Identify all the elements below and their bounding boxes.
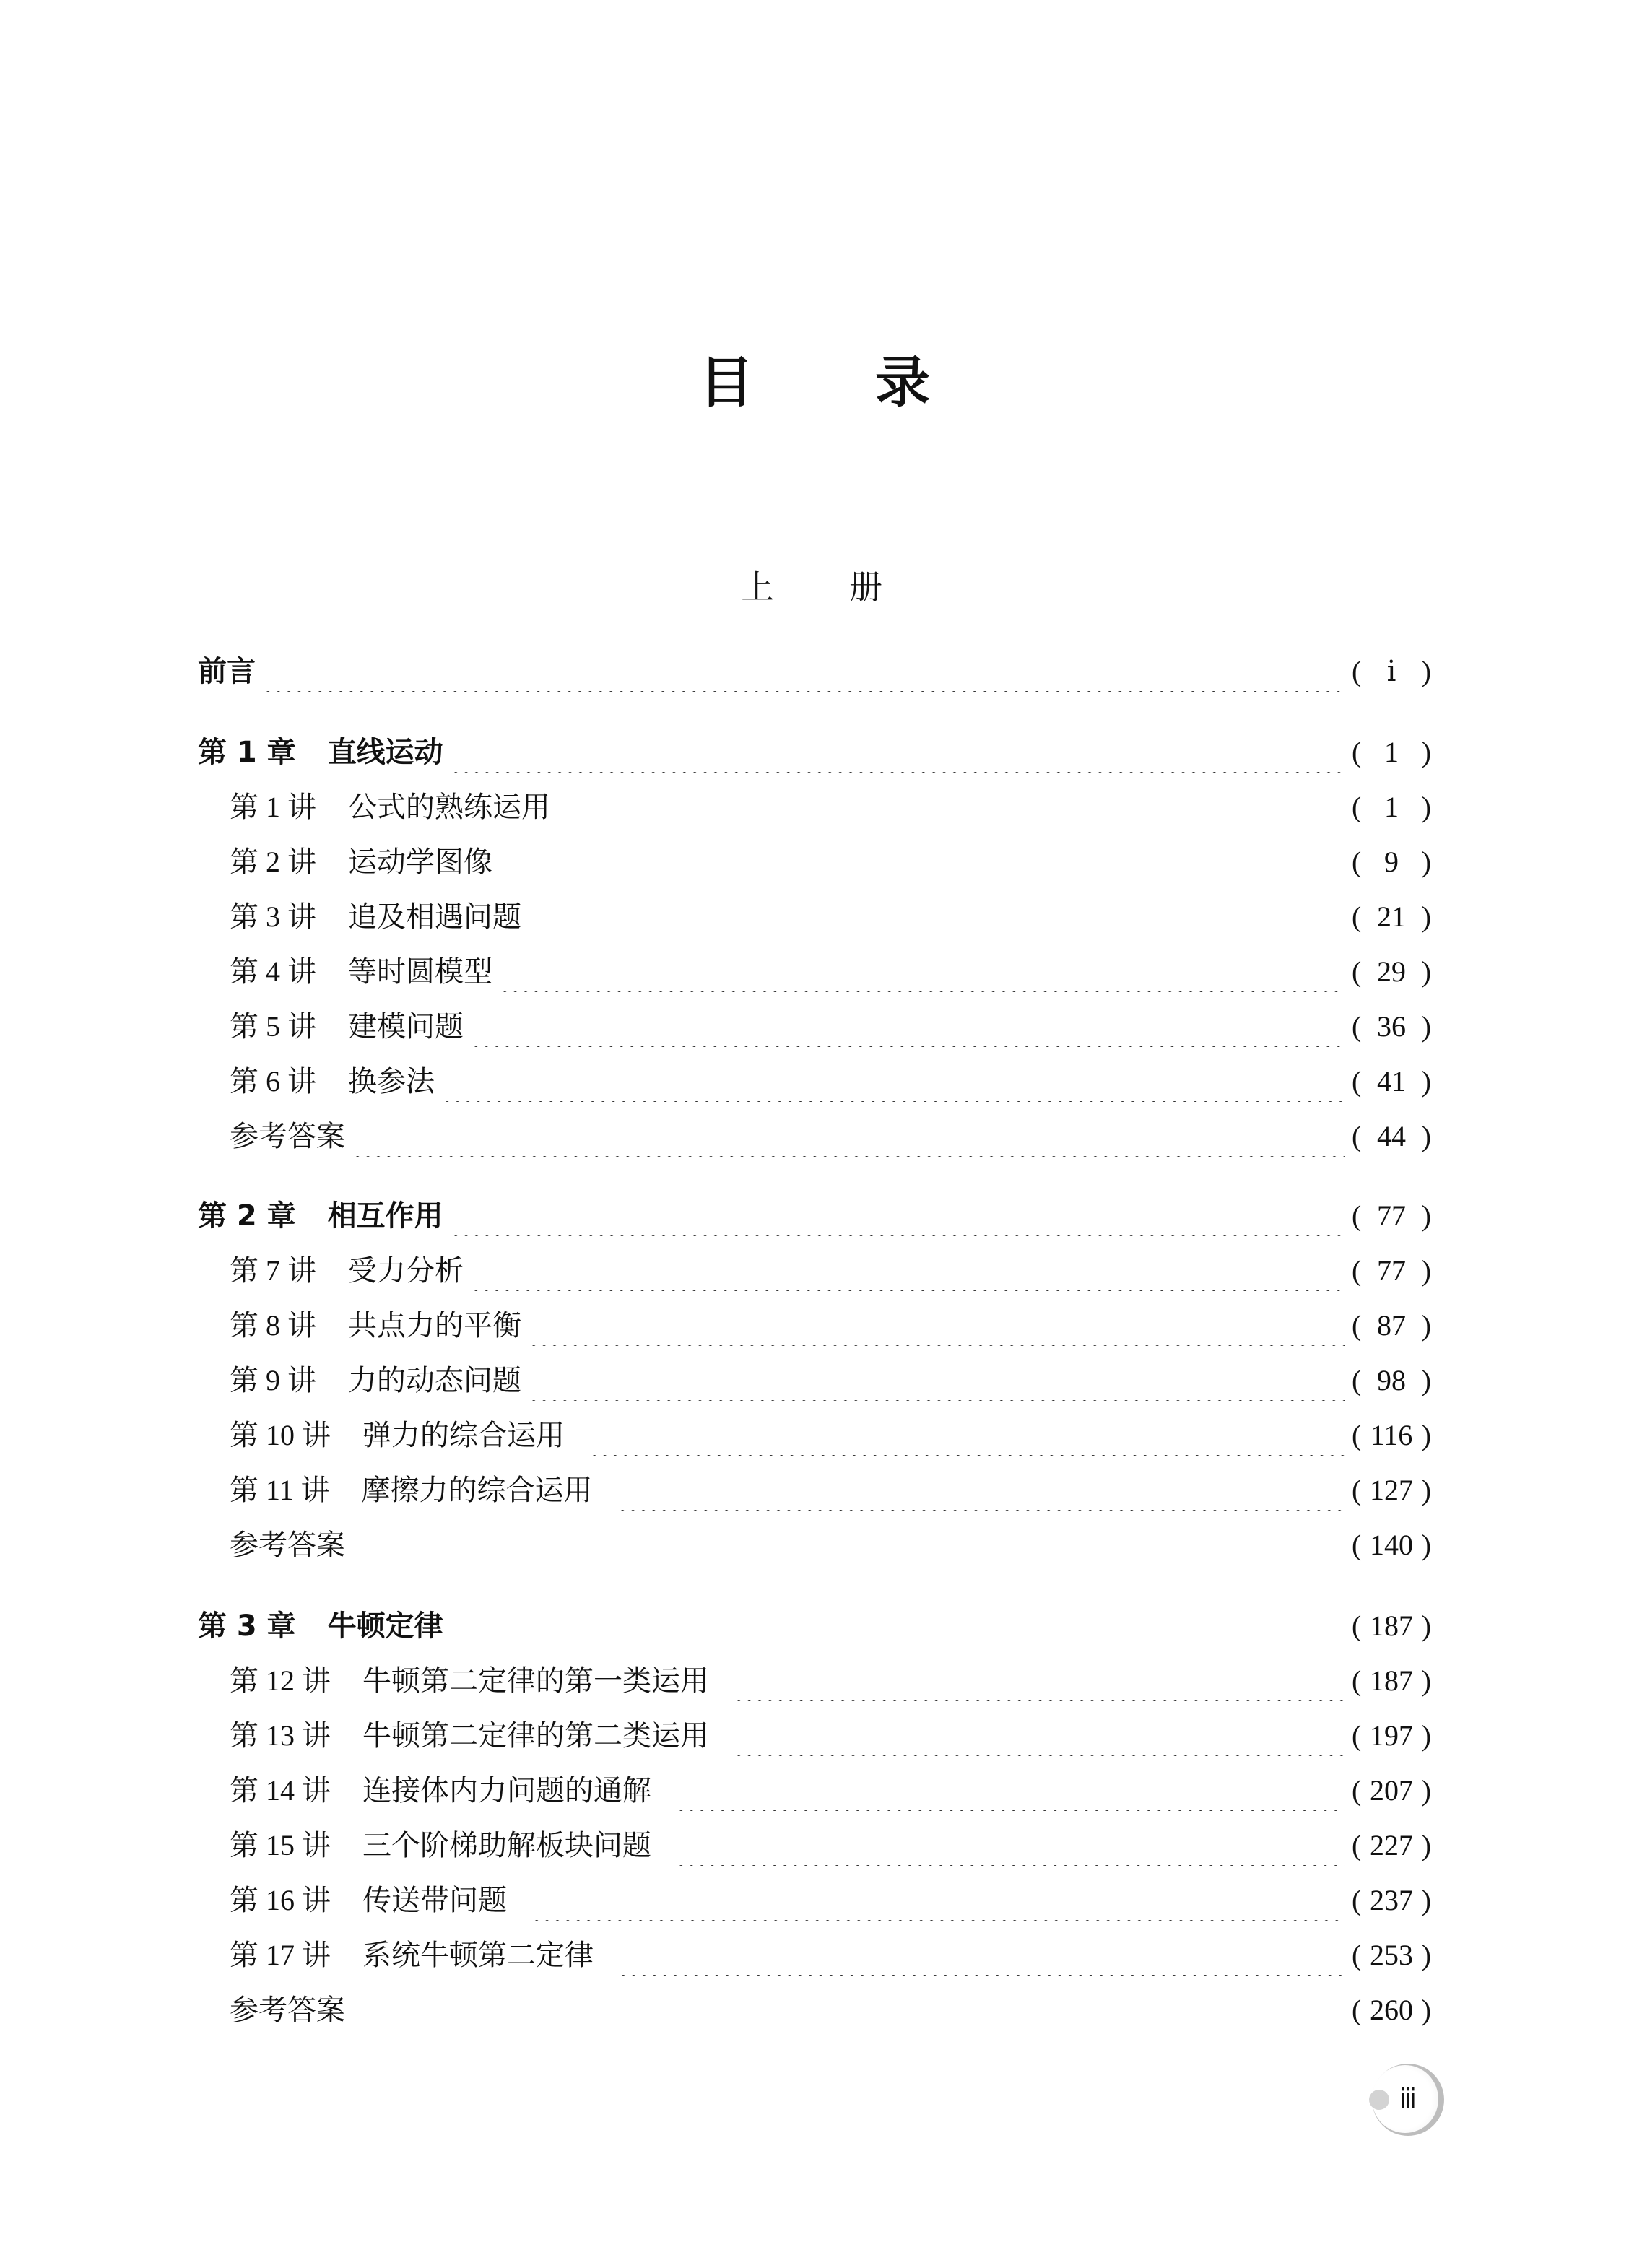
dot-leader bbox=[451, 1606, 1345, 1646]
chapter-number: 第 1 章 bbox=[198, 736, 296, 769]
lecture-number: 第 13 讲 bbox=[230, 1719, 331, 1752]
dot-leader bbox=[734, 1716, 1345, 1756]
dot-leader bbox=[263, 651, 1345, 692]
toc-entry-lecture-12[interactable] bbox=[198, 1661, 1431, 1701]
lecture-number: 第 14 讲 bbox=[230, 1774, 331, 1807]
lecture-title: 传送带问题 bbox=[362, 1884, 507, 1916]
toc-entry-lecture-11[interactable] bbox=[198, 1470, 1431, 1511]
lecture-number: 第 17 讲 bbox=[230, 1939, 331, 1971]
chapter-title: 牛顿定律 bbox=[327, 1609, 443, 1643]
page-number: ( 9 ) bbox=[1352, 846, 1431, 878]
toc-entry-answers-chapter-2[interactable] bbox=[198, 1525, 1431, 1565]
entry-title: 前言 bbox=[198, 655, 256, 688]
page-number: ( 77 ) bbox=[1352, 1199, 1431, 1232]
page-number: ( 207 ) bbox=[1352, 1774, 1431, 1807]
toc-entry-lecture-16[interactable] bbox=[198, 1880, 1431, 1921]
lecture-number: 第 15 讲 bbox=[230, 1829, 331, 1861]
toc-entry-chapter-1[interactable] bbox=[198, 732, 1431, 773]
lecture-title: 摩擦力的综合运用 bbox=[361, 1474, 593, 1506]
page-number: ( 29 ) bbox=[1352, 955, 1431, 988]
page-number: ( 77 ) bbox=[1352, 1254, 1431, 1287]
page-number-badge bbox=[1372, 2064, 1444, 2136]
page-number: ( 187 ) bbox=[1352, 1664, 1431, 1697]
dot-leader bbox=[557, 787, 1345, 827]
lecture-number: 第 9 讲 bbox=[230, 1364, 316, 1396]
answers-title: 参考答案 bbox=[230, 1120, 345, 1152]
dot-leader bbox=[451, 1196, 1345, 1236]
dot-leader bbox=[529, 1360, 1345, 1401]
dot-leader bbox=[471, 1007, 1345, 1047]
lecture-number: 第 2 讲 bbox=[230, 846, 316, 878]
page-number: ( 140 ) bbox=[1352, 1529, 1431, 1561]
page-number: ( 44 ) bbox=[1352, 1120, 1431, 1152]
lecture-number: 第 10 讲 bbox=[230, 1419, 331, 1451]
toc-entry-lecture-13[interactable] bbox=[198, 1716, 1431, 1756]
dot-leader bbox=[589, 1415, 1345, 1456]
dot-leader bbox=[531, 1880, 1345, 1921]
dot-leader bbox=[676, 1770, 1345, 1811]
lecture-title: 追及相遇问题 bbox=[348, 900, 521, 933]
dot-leader bbox=[352, 1990, 1345, 2030]
dot-leader bbox=[451, 732, 1345, 773]
toc-entry-answers-chapter-1[interactable] bbox=[198, 1116, 1431, 1157]
lecture-number: 第 1 讲 bbox=[230, 791, 316, 823]
lecture-title: 弹力的综合运用 bbox=[362, 1419, 565, 1451]
page-number: ( 1 ) bbox=[1352, 791, 1431, 823]
lecture-title: 建模问题 bbox=[348, 1010, 464, 1043]
volume-heading bbox=[0, 566, 1629, 609]
dot-leader bbox=[352, 1116, 1345, 1157]
lecture-title: 共点力的平衡 bbox=[348, 1309, 521, 1342]
lecture-number: 第 7 讲 bbox=[230, 1254, 316, 1287]
lecture-number: 第 16 讲 bbox=[230, 1884, 331, 1916]
lecture-title: 公式的熟练运用 bbox=[348, 791, 550, 823]
page-number: ( 127 ) bbox=[1352, 1474, 1431, 1506]
toc-entry-lecture-5[interactable] bbox=[198, 1007, 1431, 1047]
lecture-title: 等时圆模型 bbox=[348, 955, 492, 988]
dot-leader bbox=[529, 1305, 1345, 1346]
page-number: ( 237 ) bbox=[1352, 1884, 1431, 1916]
volume-heading-char-1: 上 bbox=[741, 569, 774, 606]
dot-leader bbox=[442, 1061, 1345, 1102]
lecture-title: 力的动态问题 bbox=[348, 1364, 521, 1396]
lecture-title: 系统牛顿第二定律 bbox=[362, 1939, 594, 1971]
badge-dot-icon bbox=[1369, 2090, 1389, 2110]
toc-entry-lecture-3[interactable] bbox=[198, 897, 1431, 937]
chapter-number: 第 3 章 bbox=[198, 1609, 296, 1643]
lecture-number: 第 11 讲 bbox=[230, 1474, 330, 1506]
toc-entry-lecture-2[interactable] bbox=[198, 842, 1431, 882]
page-number: ( 197 ) bbox=[1352, 1719, 1431, 1752]
lecture-title: 连接体内力问题的通解 bbox=[362, 1774, 651, 1807]
page-number: ( 36 ) bbox=[1352, 1010, 1431, 1043]
dot-leader bbox=[676, 1825, 1345, 1866]
toc-entry-lecture-1[interactable] bbox=[198, 787, 1431, 827]
chapter-title: 直线运动 bbox=[327, 736, 443, 769]
dot-leader bbox=[617, 1470, 1345, 1511]
volume-heading-char-2: 册 bbox=[849, 569, 882, 606]
page-title-char-2: 录 bbox=[875, 350, 930, 414]
page-number: ( ⅰ ) bbox=[1352, 655, 1431, 687]
lecture-number: 第 8 讲 bbox=[230, 1309, 316, 1342]
dot-leader bbox=[471, 1251, 1345, 1291]
toc-entry-lecture-17[interactable] bbox=[198, 1935, 1431, 1976]
toc-entry-chapter-3[interactable] bbox=[198, 1606, 1431, 1646]
lecture-number: 第 4 讲 bbox=[230, 955, 316, 988]
toc-entry-lecture-9[interactable] bbox=[198, 1360, 1431, 1401]
lecture-title: 运动学图像 bbox=[348, 846, 492, 878]
page-number: ( 227 ) bbox=[1352, 1829, 1431, 1861]
lecture-title: 三个阶梯助解板块问题 bbox=[362, 1829, 651, 1861]
toc-entry-lecture-14[interactable] bbox=[198, 1770, 1431, 1811]
lecture-title: 换参法 bbox=[348, 1065, 435, 1098]
answers-title: 参考答案 bbox=[230, 1529, 345, 1561]
lecture-title: 牛顿第二定律的第二类运用 bbox=[362, 1719, 709, 1752]
page-number: ( 187 ) bbox=[1352, 1609, 1431, 1642]
toc-entry-chapter-2[interactable] bbox=[198, 1196, 1431, 1236]
dot-leader bbox=[500, 842, 1345, 882]
chapter-title: 相互作用 bbox=[327, 1199, 443, 1233]
toc-entry-answers-chapter-3[interactable] bbox=[198, 1990, 1431, 2030]
page-number: ( 1 ) bbox=[1352, 736, 1431, 768]
page-number: ( 21 ) bbox=[1352, 900, 1431, 933]
answers-title: 参考答案 bbox=[230, 1994, 345, 2026]
page-number: ( 253 ) bbox=[1352, 1939, 1431, 1971]
dot-leader bbox=[618, 1935, 1345, 1976]
lecture-title: 受力分析 bbox=[348, 1254, 464, 1287]
lecture-number: 第 6 讲 bbox=[230, 1065, 316, 1098]
lecture-title: 牛顿第二定律的第一类运用 bbox=[362, 1664, 709, 1697]
toc-entry-lecture-15[interactable] bbox=[198, 1825, 1431, 1866]
page-title-char-1: 目 bbox=[699, 350, 754, 414]
page-number: ( 260 ) bbox=[1352, 1994, 1431, 2026]
lecture-number: 第 3 讲 bbox=[230, 900, 316, 933]
lecture-number: 第 12 讲 bbox=[230, 1664, 331, 1697]
dot-leader bbox=[352, 1525, 1345, 1565]
toc-entry-preface[interactable] bbox=[198, 651, 1431, 692]
toc-entry-lecture-8[interactable] bbox=[198, 1305, 1431, 1346]
toc-entry-lecture-10[interactable] bbox=[198, 1415, 1431, 1456]
dot-leader bbox=[734, 1661, 1345, 1701]
toc-entry-lecture-6[interactable] bbox=[198, 1061, 1431, 1102]
lecture-number: 第 5 讲 bbox=[230, 1010, 316, 1043]
page-number-label: ⅲ bbox=[1399, 2085, 1417, 2115]
page-number: ( 87 ) bbox=[1352, 1309, 1431, 1342]
dot-leader bbox=[500, 952, 1345, 992]
page-number: ( 41 ) bbox=[1352, 1065, 1431, 1098]
toc-entry-lecture-7[interactable] bbox=[198, 1251, 1431, 1291]
dot-leader bbox=[529, 897, 1345, 937]
page-number: ( 98 ) bbox=[1352, 1364, 1431, 1396]
toc-entry-lecture-4[interactable] bbox=[198, 952, 1431, 992]
chapter-number: 第 2 章 bbox=[198, 1199, 296, 1233]
page-title bbox=[0, 347, 1629, 419]
page-number: ( 116 ) bbox=[1352, 1419, 1431, 1451]
